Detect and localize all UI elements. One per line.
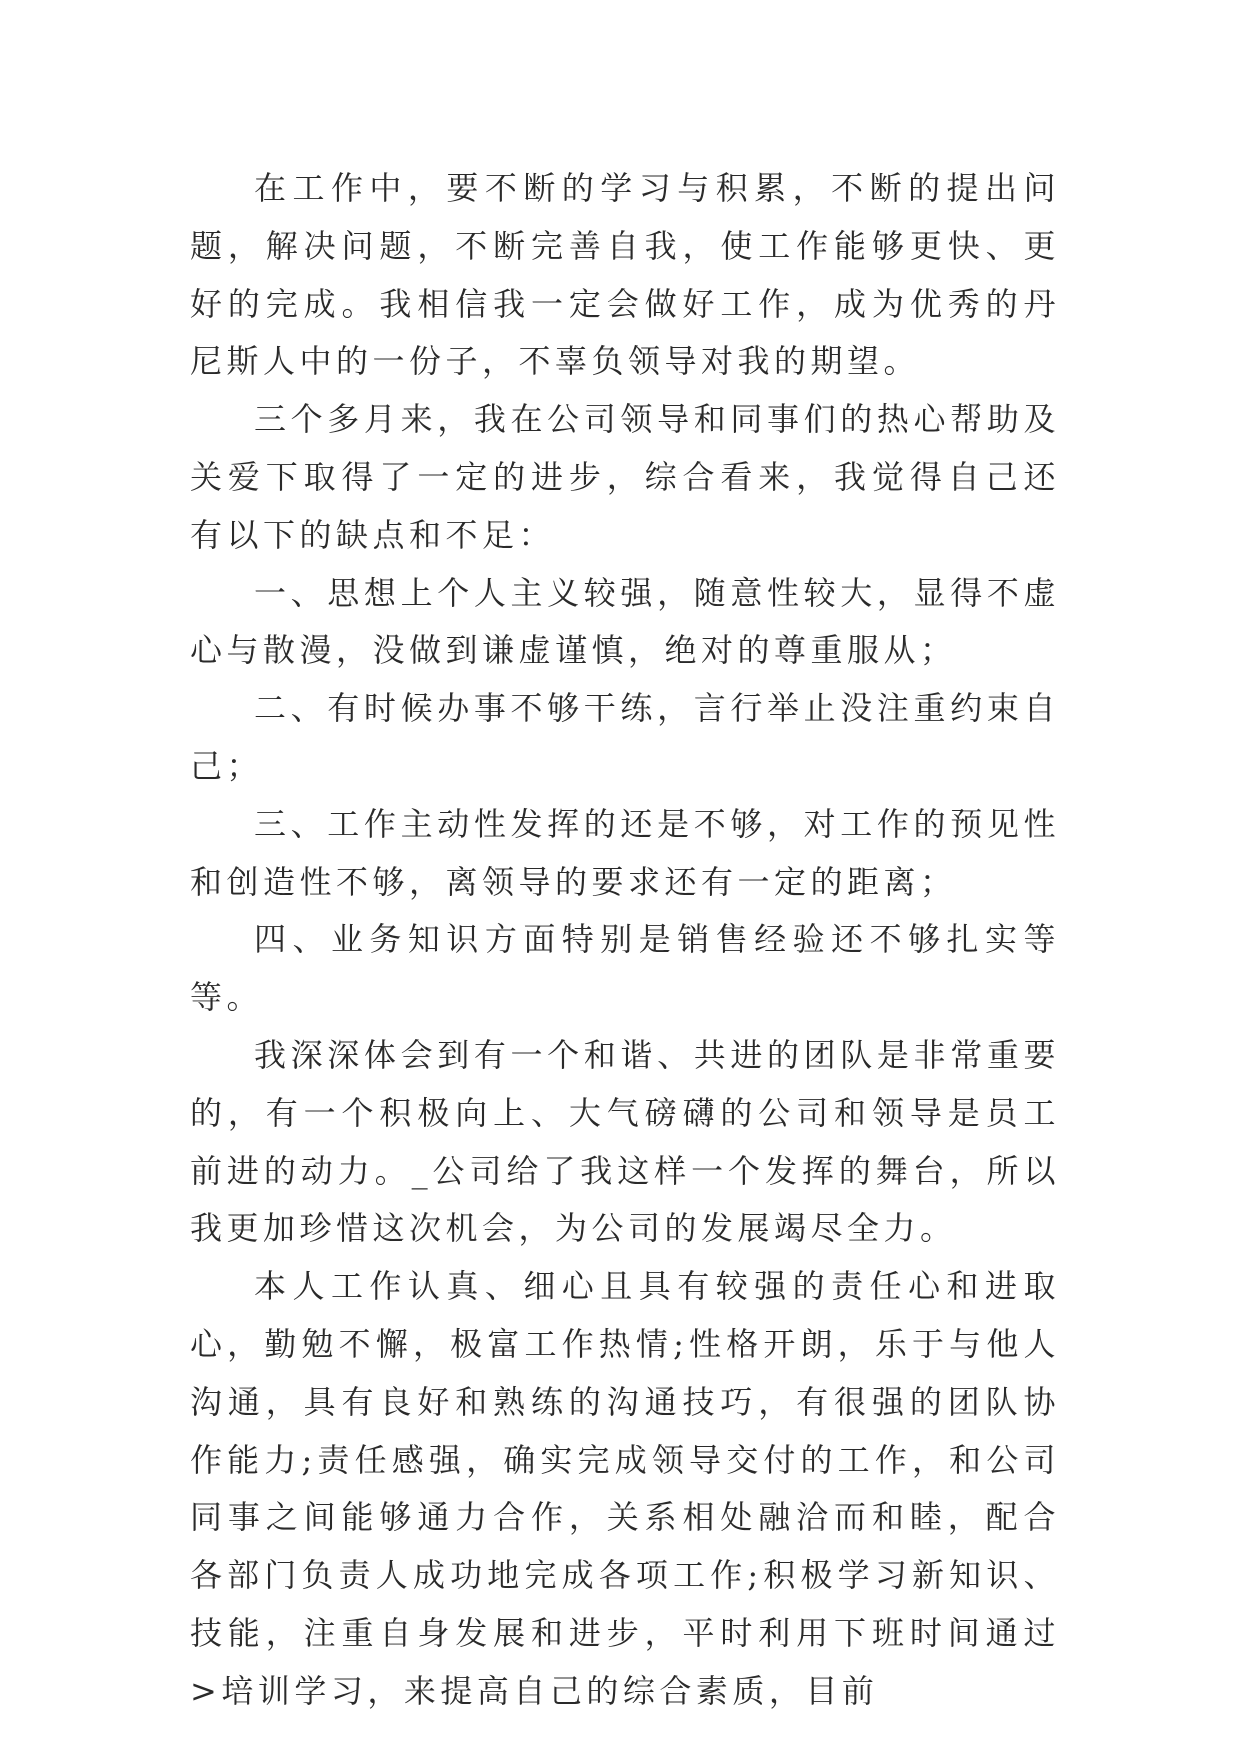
document-body bbox=[190, 160, 1060, 1721]
paragraph-shortcoming-1: 一、思想上个人主义较强，随意性较大，显得不虚心与散漫，没做到谦虚谨慎，绝对的尊重服从； bbox=[190, 573, 1060, 670]
paragraph-shortcoming-2: 二、有时候办事不够干练，言行举止没注重约束自己； bbox=[190, 689, 1060, 785]
paragraph-work-learning: 在工作中，要不断的学习与积累，不断的提出问题，解决问题，不断完善自我，使工作能够更快、更好的完成。我相信我一定会做好工作，成为优秀的丹尼斯人中的一份子，不辜负领导对我的期望。 bbox=[190, 169, 1060, 381]
paragraph-team: 我深深体会到有一个和谐、共进的团队是非常重要的，有一个积极向上、大气磅礴的公司和领导是员工前进的动力。_公司给了我这样一个发挥的舞台，所以我更加珍惜这次机会，为公司的发展竭尽全力。 bbox=[190, 1035, 1060, 1248]
paragraph-shortcoming-4: 四、业务知识方面特别是销售经验还不够扎实等等。 bbox=[190, 920, 1060, 1017]
paragraph-shortcoming-3: 三、工作主动性发挥的还是不够，对工作的预见性和创造性不够，离领导的要求还有一定的距离； bbox=[190, 804, 1060, 901]
paragraph-self-assessment: 本人工作认真、细心且具有较强的责任心和进取心，勤勉不懈，极富工作热情;性格开朗，乐于与他人沟通，具有良好和熟练的沟通技巧，有很强的团队协作能力;责任感强，确实完成领导交付的工作，和公司同事之间能够通力合作，关系相处融洽而和睦，配合各部门负责人成功地完成各项工作;积极学习新知识、技能，注重自身发展和进步，平时利用下班时间通过>培训学习，来提高自己的综合素质，目前 bbox=[190, 1267, 1060, 1710]
paragraph-three-months: 三个多月来，我在公司领导和同事们的热心帮助及关爱下取得了一定的进步，综合看来，我觉得自己还有以下的缺点和不足： bbox=[190, 400, 1060, 554]
